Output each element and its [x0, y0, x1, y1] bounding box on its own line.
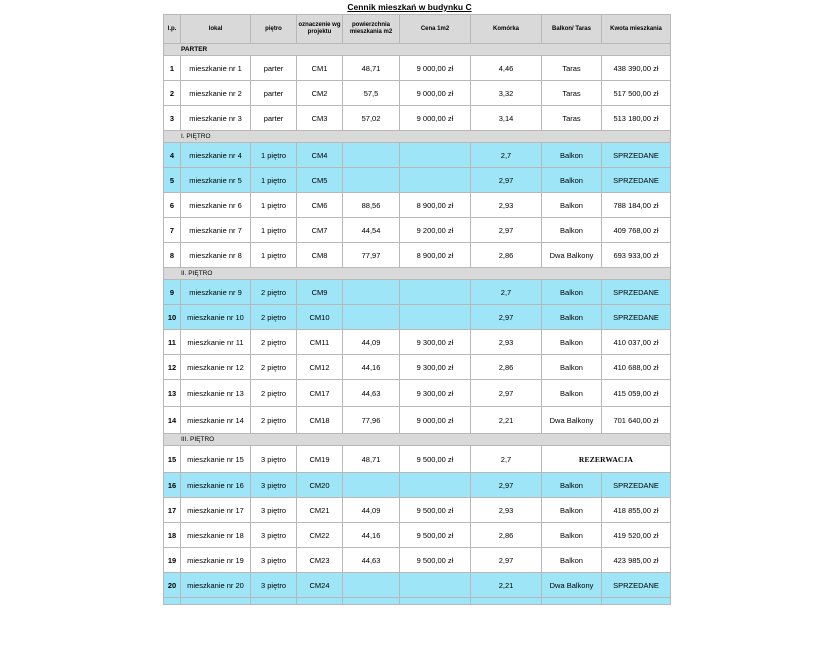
cell-oznaczenie: CM19: [297, 446, 343, 473]
table-row: [164, 168, 671, 193]
cell-balkon: Dwa Balkony: [542, 573, 602, 598]
cell-powierzchnia: 44,09: [343, 498, 400, 523]
cell-powierzchnia: [343, 305, 400, 330]
cell-pietro: parter: [251, 106, 297, 131]
cell-cena: 9 500,00 zł: [400, 523, 471, 548]
table-row: [164, 446, 671, 473]
cell-balkon: Taras: [542, 81, 602, 106]
cell-kwota: SPRZEDANE: [602, 143, 671, 168]
section-label: I. PIĘTRO: [164, 131, 671, 143]
cell-empty: [343, 598, 400, 605]
price-table: [163, 14, 671, 605]
cell-lp: 19: [164, 548, 181, 573]
cell-lp: 7: [164, 218, 181, 243]
cell-lp: 1: [164, 56, 181, 81]
cell-cena: 9 500,00 zł: [400, 446, 471, 473]
cell-powierzchnia: 44,63: [343, 548, 400, 573]
cell-oznaczenie: CM17: [297, 380, 343, 407]
cell-kwota: SPRZEDANE: [602, 305, 671, 330]
cell-balkon: Balkon: [542, 305, 602, 330]
cell-powierzchnia: 44,63: [343, 380, 400, 407]
cell-kwota: 693 933,00 zł: [602, 243, 671, 268]
cell-lokal: mieszkanie nr 10: [181, 305, 251, 330]
cell-komorka: 2,97: [471, 218, 542, 243]
cell-empty: [164, 598, 181, 605]
table-row: [164, 473, 671, 498]
cell-kwota: 438 390,00 zł: [602, 56, 671, 81]
cell-lokal: mieszkanie nr 1: [181, 56, 251, 81]
section-row: [164, 268, 671, 280]
table-row: [164, 548, 671, 573]
cell-cena: 9 000,00 zł: [400, 407, 471, 434]
cell-kwota: 409 768,00 zł: [602, 218, 671, 243]
header-oznaczenie: oznaczenie wg projektu: [297, 15, 343, 44]
cell-balkon: Dwa Balkony: [542, 407, 602, 434]
cell-lokal: mieszkanie nr 16: [181, 473, 251, 498]
cell-komorka: 2,93: [471, 193, 542, 218]
header-cena: Cena 1m2: [400, 15, 471, 44]
cell-balkon: Balkon: [542, 168, 602, 193]
table-row: [164, 218, 671, 243]
section-row: [164, 131, 671, 143]
cell-kwota: SPRZEDANE: [602, 280, 671, 305]
cell-kwota: 418 855,00 zł: [602, 498, 671, 523]
cell-kwota: 513 180,00 zł: [602, 106, 671, 131]
cell-kwota: 788 184,00 zł: [602, 193, 671, 218]
cell-oznaczenie: CM24: [297, 573, 343, 598]
cell-cena: [400, 305, 471, 330]
cell-oznaczenie: CM11: [297, 330, 343, 355]
cell-powierzchnia: 77,96: [343, 407, 400, 434]
cell-lp: 9: [164, 280, 181, 305]
header-row: [164, 15, 671, 44]
cell-lokal: mieszkanie nr 11: [181, 330, 251, 355]
table-row: [164, 143, 671, 168]
section-label: II. PIĘTRO: [164, 268, 671, 280]
cell-komorka: 3,32: [471, 81, 542, 106]
cell-lokal: mieszkanie nr 6: [181, 193, 251, 218]
cell-pietro: 2 piętro: [251, 280, 297, 305]
cell-oznaczenie: CM7: [297, 218, 343, 243]
cell-pietro: 2 piętro: [251, 380, 297, 407]
cell-oznaczenie: CM12: [297, 355, 343, 380]
cell-lp: 15: [164, 446, 181, 473]
cell-oznaczenie: CM23: [297, 548, 343, 573]
cell-pietro: 3 piętro: [251, 548, 297, 573]
cell-oznaczenie: CM9: [297, 280, 343, 305]
section-row: [164, 44, 671, 56]
cell-oznaczenie: CM20: [297, 473, 343, 498]
table-row: [164, 380, 671, 407]
cell-oznaczenie: CM21: [297, 498, 343, 523]
cell-lp: 11: [164, 330, 181, 355]
cell-pietro: 1 piętro: [251, 193, 297, 218]
section-label: PARTER: [164, 44, 671, 56]
cell-komorka: 2,7: [471, 446, 542, 473]
cell-balkon: Taras: [542, 106, 602, 131]
cell-komorka: 2,97: [471, 305, 542, 330]
cell-kwota: 517 500,00 zł: [602, 81, 671, 106]
cell-lokal: mieszkanie nr 9: [181, 280, 251, 305]
cell-lp: 10: [164, 305, 181, 330]
cell-lp: 16: [164, 473, 181, 498]
cell-kwota: SPRZEDANE: [602, 168, 671, 193]
cell-oznaczenie: CM22: [297, 523, 343, 548]
cell-komorka: 3,14: [471, 106, 542, 131]
cell-powierzchnia: 44,09: [343, 330, 400, 355]
cell-pietro: 2 piętro: [251, 330, 297, 355]
cell-cena: [400, 473, 471, 498]
cell-kwota: 410 688,00 zł: [602, 355, 671, 380]
cell-cena: 9 000,00 zł: [400, 106, 471, 131]
cell-pietro: 3 piętro: [251, 473, 297, 498]
cell-pietro: parter: [251, 81, 297, 106]
table-row: [164, 330, 671, 355]
cell-kwota: 410 037,00 zł: [602, 330, 671, 355]
cell-lp: 5: [164, 168, 181, 193]
cell-pietro: 1 piętro: [251, 168, 297, 193]
cell-kwota: 701 640,00 zł: [602, 407, 671, 434]
cell-pietro: 1 piętro: [251, 143, 297, 168]
cell-powierzchnia: 44,16: [343, 523, 400, 548]
cell-empty: [542, 598, 602, 605]
cell-lokal: mieszkanie nr 18: [181, 523, 251, 548]
cell-lokal: mieszkanie nr 8: [181, 243, 251, 268]
cell-kwota: 423 985,00 zł: [602, 548, 671, 573]
cell-balkon: Balkon: [542, 498, 602, 523]
cell-cena: 9 500,00 zł: [400, 548, 471, 573]
cell-balkon: Balkon: [542, 218, 602, 243]
cell-pietro: 2 piętro: [251, 305, 297, 330]
cell-oznaczenie: CM4: [297, 143, 343, 168]
cell-pietro: 1 piętro: [251, 218, 297, 243]
cell-komorka: 2,97: [471, 168, 542, 193]
cell-empty: [400, 598, 471, 605]
cell-balkon: Balkon: [542, 380, 602, 407]
cell-balkon: Balkon: [542, 193, 602, 218]
cell-cena: [400, 168, 471, 193]
cell-empty: [471, 598, 542, 605]
cell-cena: [400, 573, 471, 598]
header-powierzchnia: powierzchnia mieszkania m2: [343, 15, 400, 44]
cell-powierzchnia: [343, 473, 400, 498]
cell-balkon: Balkon: [542, 330, 602, 355]
cell-powierzchnia: [343, 573, 400, 598]
cell-lokal: mieszkanie nr 2: [181, 81, 251, 106]
cell-cena: [400, 143, 471, 168]
cell-oznaczenie: CM5: [297, 168, 343, 193]
header-kwota: Kwota mieszkania: [602, 15, 671, 44]
cell-powierzchnia: 48,71: [343, 446, 400, 473]
cell-lp: 17: [164, 498, 181, 523]
cell-balkon: Taras: [542, 56, 602, 81]
cell-oznaczenie: CM18: [297, 407, 343, 434]
table-row: [164, 193, 671, 218]
cell-lokal: mieszkanie nr 3: [181, 106, 251, 131]
table-row: [164, 523, 671, 548]
cell-cena: 9 500,00 zł: [400, 498, 471, 523]
header-pietro: piętro: [251, 15, 297, 44]
cell-oznaczenie: CM3: [297, 106, 343, 131]
cell-lokal: mieszkanie nr 4: [181, 143, 251, 168]
cell-cena: 9 300,00 zł: [400, 330, 471, 355]
cell-lp: 12: [164, 355, 181, 380]
table-row: [164, 355, 671, 380]
cell-oznaczenie: CM10: [297, 305, 343, 330]
cell-lokal: mieszkanie nr 17: [181, 498, 251, 523]
cell-lp: 2: [164, 81, 181, 106]
header-lp: l.p.: [164, 15, 181, 44]
cell-cena: 8 900,00 zł: [400, 243, 471, 268]
cell-balkon: Balkon: [542, 143, 602, 168]
cell-lp: 3: [164, 106, 181, 131]
cell-cena: 9 000,00 zł: [400, 56, 471, 81]
cell-pietro: 2 piętro: [251, 407, 297, 434]
cell-komorka: 2,97: [471, 473, 542, 498]
cell-lokal: mieszkanie nr 7: [181, 218, 251, 243]
cell-lokal: mieszkanie nr 14: [181, 407, 251, 434]
cell-komorka: 2,86: [471, 355, 542, 380]
cell-powierzchnia: 57,02: [343, 106, 400, 131]
reservation-label: REZERWACJA: [542, 446, 671, 473]
table-row: [164, 243, 671, 268]
cell-oznaczenie: CM8: [297, 243, 343, 268]
section-label: III. PIĘTRO: [164, 434, 671, 446]
cell-komorka: 4,46: [471, 56, 542, 81]
cell-powierzchnia: 57,5: [343, 81, 400, 106]
cell-empty: [297, 598, 343, 605]
cell-cena: 9 000,00 zł: [400, 81, 471, 106]
table-row: [164, 280, 671, 305]
table-row: [164, 498, 671, 523]
table-row: [164, 573, 671, 598]
cell-kwota: 415 059,00 zł: [602, 380, 671, 407]
table-row: [164, 106, 671, 131]
cell-cena: [400, 280, 471, 305]
cell-kwota: 419 520,00 zł: [602, 523, 671, 548]
cell-lokal: mieszkanie nr 12: [181, 355, 251, 380]
header-komorka: Komórka: [471, 15, 542, 44]
cell-powierzchnia: 88,56: [343, 193, 400, 218]
cell-lokal: mieszkanie nr 5: [181, 168, 251, 193]
cell-balkon: Balkon: [542, 280, 602, 305]
cell-powierzchnia: [343, 168, 400, 193]
cell-lokal: mieszkanie nr 19: [181, 548, 251, 573]
cell-balkon: Balkon: [542, 548, 602, 573]
header-balkon: Balkon/ Taras: [542, 15, 602, 44]
table-row: [164, 305, 671, 330]
cell-balkon: Dwa Balkony: [542, 243, 602, 268]
cell-pietro: parter: [251, 56, 297, 81]
cell-komorka: 2,7: [471, 143, 542, 168]
section-row: [164, 434, 671, 446]
header-lokal: lokal: [181, 15, 251, 44]
cell-cena: 9 300,00 zł: [400, 355, 471, 380]
cell-lokal: mieszkanie nr 15: [181, 446, 251, 473]
cell-cena: 9 300,00 zł: [400, 380, 471, 407]
cell-cena: 8 900,00 zł: [400, 193, 471, 218]
cell-komorka: 2,86: [471, 523, 542, 548]
cell-oznaczenie: CM1: [297, 56, 343, 81]
cell-powierzchnia: 44,54: [343, 218, 400, 243]
cell-lp: 14: [164, 407, 181, 434]
cell-powierzchnia: [343, 280, 400, 305]
cell-komorka: 2,93: [471, 330, 542, 355]
document-title: Cennik mieszkań w budynku C: [347, 2, 472, 12]
cell-balkon: Balkon: [542, 473, 602, 498]
cell-lp: 8: [164, 243, 181, 268]
cell-pietro: 2 piętro: [251, 355, 297, 380]
cell-komorka: 2,97: [471, 380, 542, 407]
cell-komorka: 2,86: [471, 243, 542, 268]
cell-lokal: mieszkanie nr 20: [181, 573, 251, 598]
cell-lp: 6: [164, 193, 181, 218]
cell-komorka: 2,21: [471, 407, 542, 434]
cell-lp: 18: [164, 523, 181, 548]
table-row: [164, 56, 671, 81]
cell-lp: 4: [164, 143, 181, 168]
cell-pietro: 3 piętro: [251, 523, 297, 548]
table-row-partial: [164, 598, 671, 605]
cell-cena: 9 200,00 zł: [400, 218, 471, 243]
table-row: [164, 81, 671, 106]
cell-empty: [602, 598, 671, 605]
cell-komorka: 2,93: [471, 498, 542, 523]
cell-balkon: Balkon: [542, 355, 602, 380]
cell-pietro: 3 piętro: [251, 498, 297, 523]
cell-oznaczenie: CM2: [297, 81, 343, 106]
cell-kwota: SPRZEDANE: [602, 573, 671, 598]
cell-powierzchnia: 77,97: [343, 243, 400, 268]
cell-komorka: 2,21: [471, 573, 542, 598]
cell-pietro: 3 piętro: [251, 573, 297, 598]
cell-lp: 20: [164, 573, 181, 598]
cell-balkon: Balkon: [542, 523, 602, 548]
cell-lp: 13: [164, 380, 181, 407]
cell-empty: [251, 598, 297, 605]
cell-powierzchnia: [343, 143, 400, 168]
cell-komorka: 2,97: [471, 548, 542, 573]
cell-oznaczenie: CM6: [297, 193, 343, 218]
table-row: [164, 407, 671, 434]
cell-lokal: mieszkanie nr 13: [181, 380, 251, 407]
cell-pietro: 3 piętro: [251, 446, 297, 473]
cell-powierzchnia: 48,71: [343, 56, 400, 81]
cell-komorka: 2,7: [471, 280, 542, 305]
cell-powierzchnia: 44,16: [343, 355, 400, 380]
cell-empty: [181, 598, 251, 605]
cell-pietro: 1 piętro: [251, 243, 297, 268]
cell-kwota: SPRZEDANE: [602, 473, 671, 498]
table-body: [164, 44, 671, 605]
